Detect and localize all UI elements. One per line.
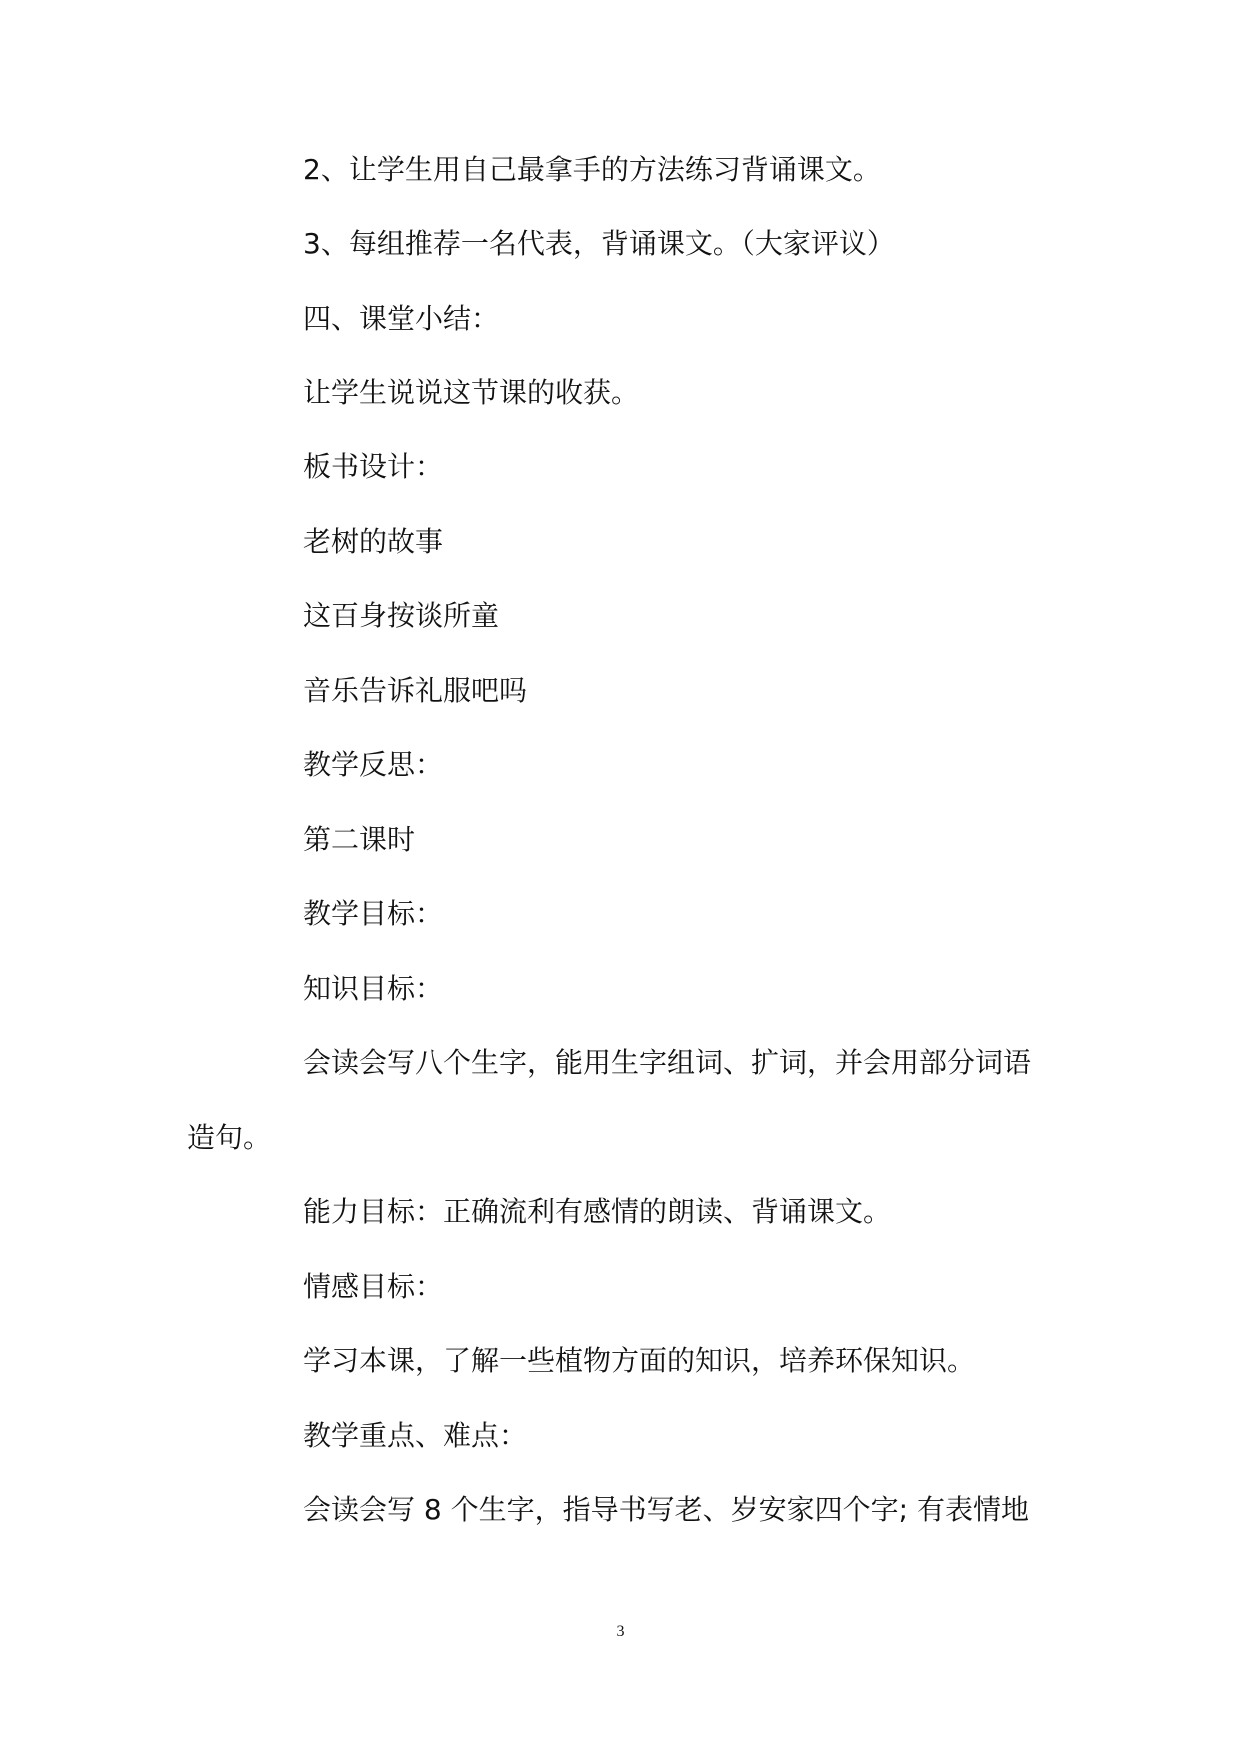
subheading: 教学反思： bbox=[303, 748, 444, 781]
text-line: 3、每组推荐一名代表，背诵课文。（大家评议） bbox=[303, 227, 895, 260]
subheading: 教学目标： bbox=[303, 897, 444, 930]
text-line: 让学生说说这节课的收获。 bbox=[303, 376, 640, 409]
text-line: 能力目标：正确流利有感情的朗读、背诵课文。 bbox=[303, 1195, 892, 1228]
text-line-continuation: 造句。 bbox=[187, 1121, 272, 1154]
section-heading: 四、课堂小结： bbox=[303, 302, 500, 335]
subheading: 教学重点、难点： bbox=[303, 1419, 528, 1452]
text-line: 学习本课，了解一些植物方面的知识，培养环保知识。 bbox=[303, 1344, 976, 1377]
text-line: 音乐告诉礼服吧吗 bbox=[303, 674, 528, 707]
text-line: 这百身按谈所童 bbox=[303, 599, 500, 632]
text-line: 会读会写八个生字，能用生字组词、扩词，并会用部分词语 bbox=[303, 1046, 1032, 1079]
page-number: 3 bbox=[616, 1623, 625, 1640]
lesson-heading: 第二课时 bbox=[303, 823, 416, 856]
subheading: 知识目标： bbox=[303, 972, 444, 1005]
board-title: 老树的故事 bbox=[303, 525, 444, 558]
text-line: 2、让学生用自己最拿手的方法练习背诵课文。 bbox=[303, 153, 881, 186]
subheading: 板书设计： bbox=[303, 450, 444, 483]
subheading: 情感目标： bbox=[303, 1270, 444, 1303]
text-line: 会读会写 8 个生字，指导书写老、岁安家四个字; 有表情地 bbox=[303, 1493, 1029, 1526]
